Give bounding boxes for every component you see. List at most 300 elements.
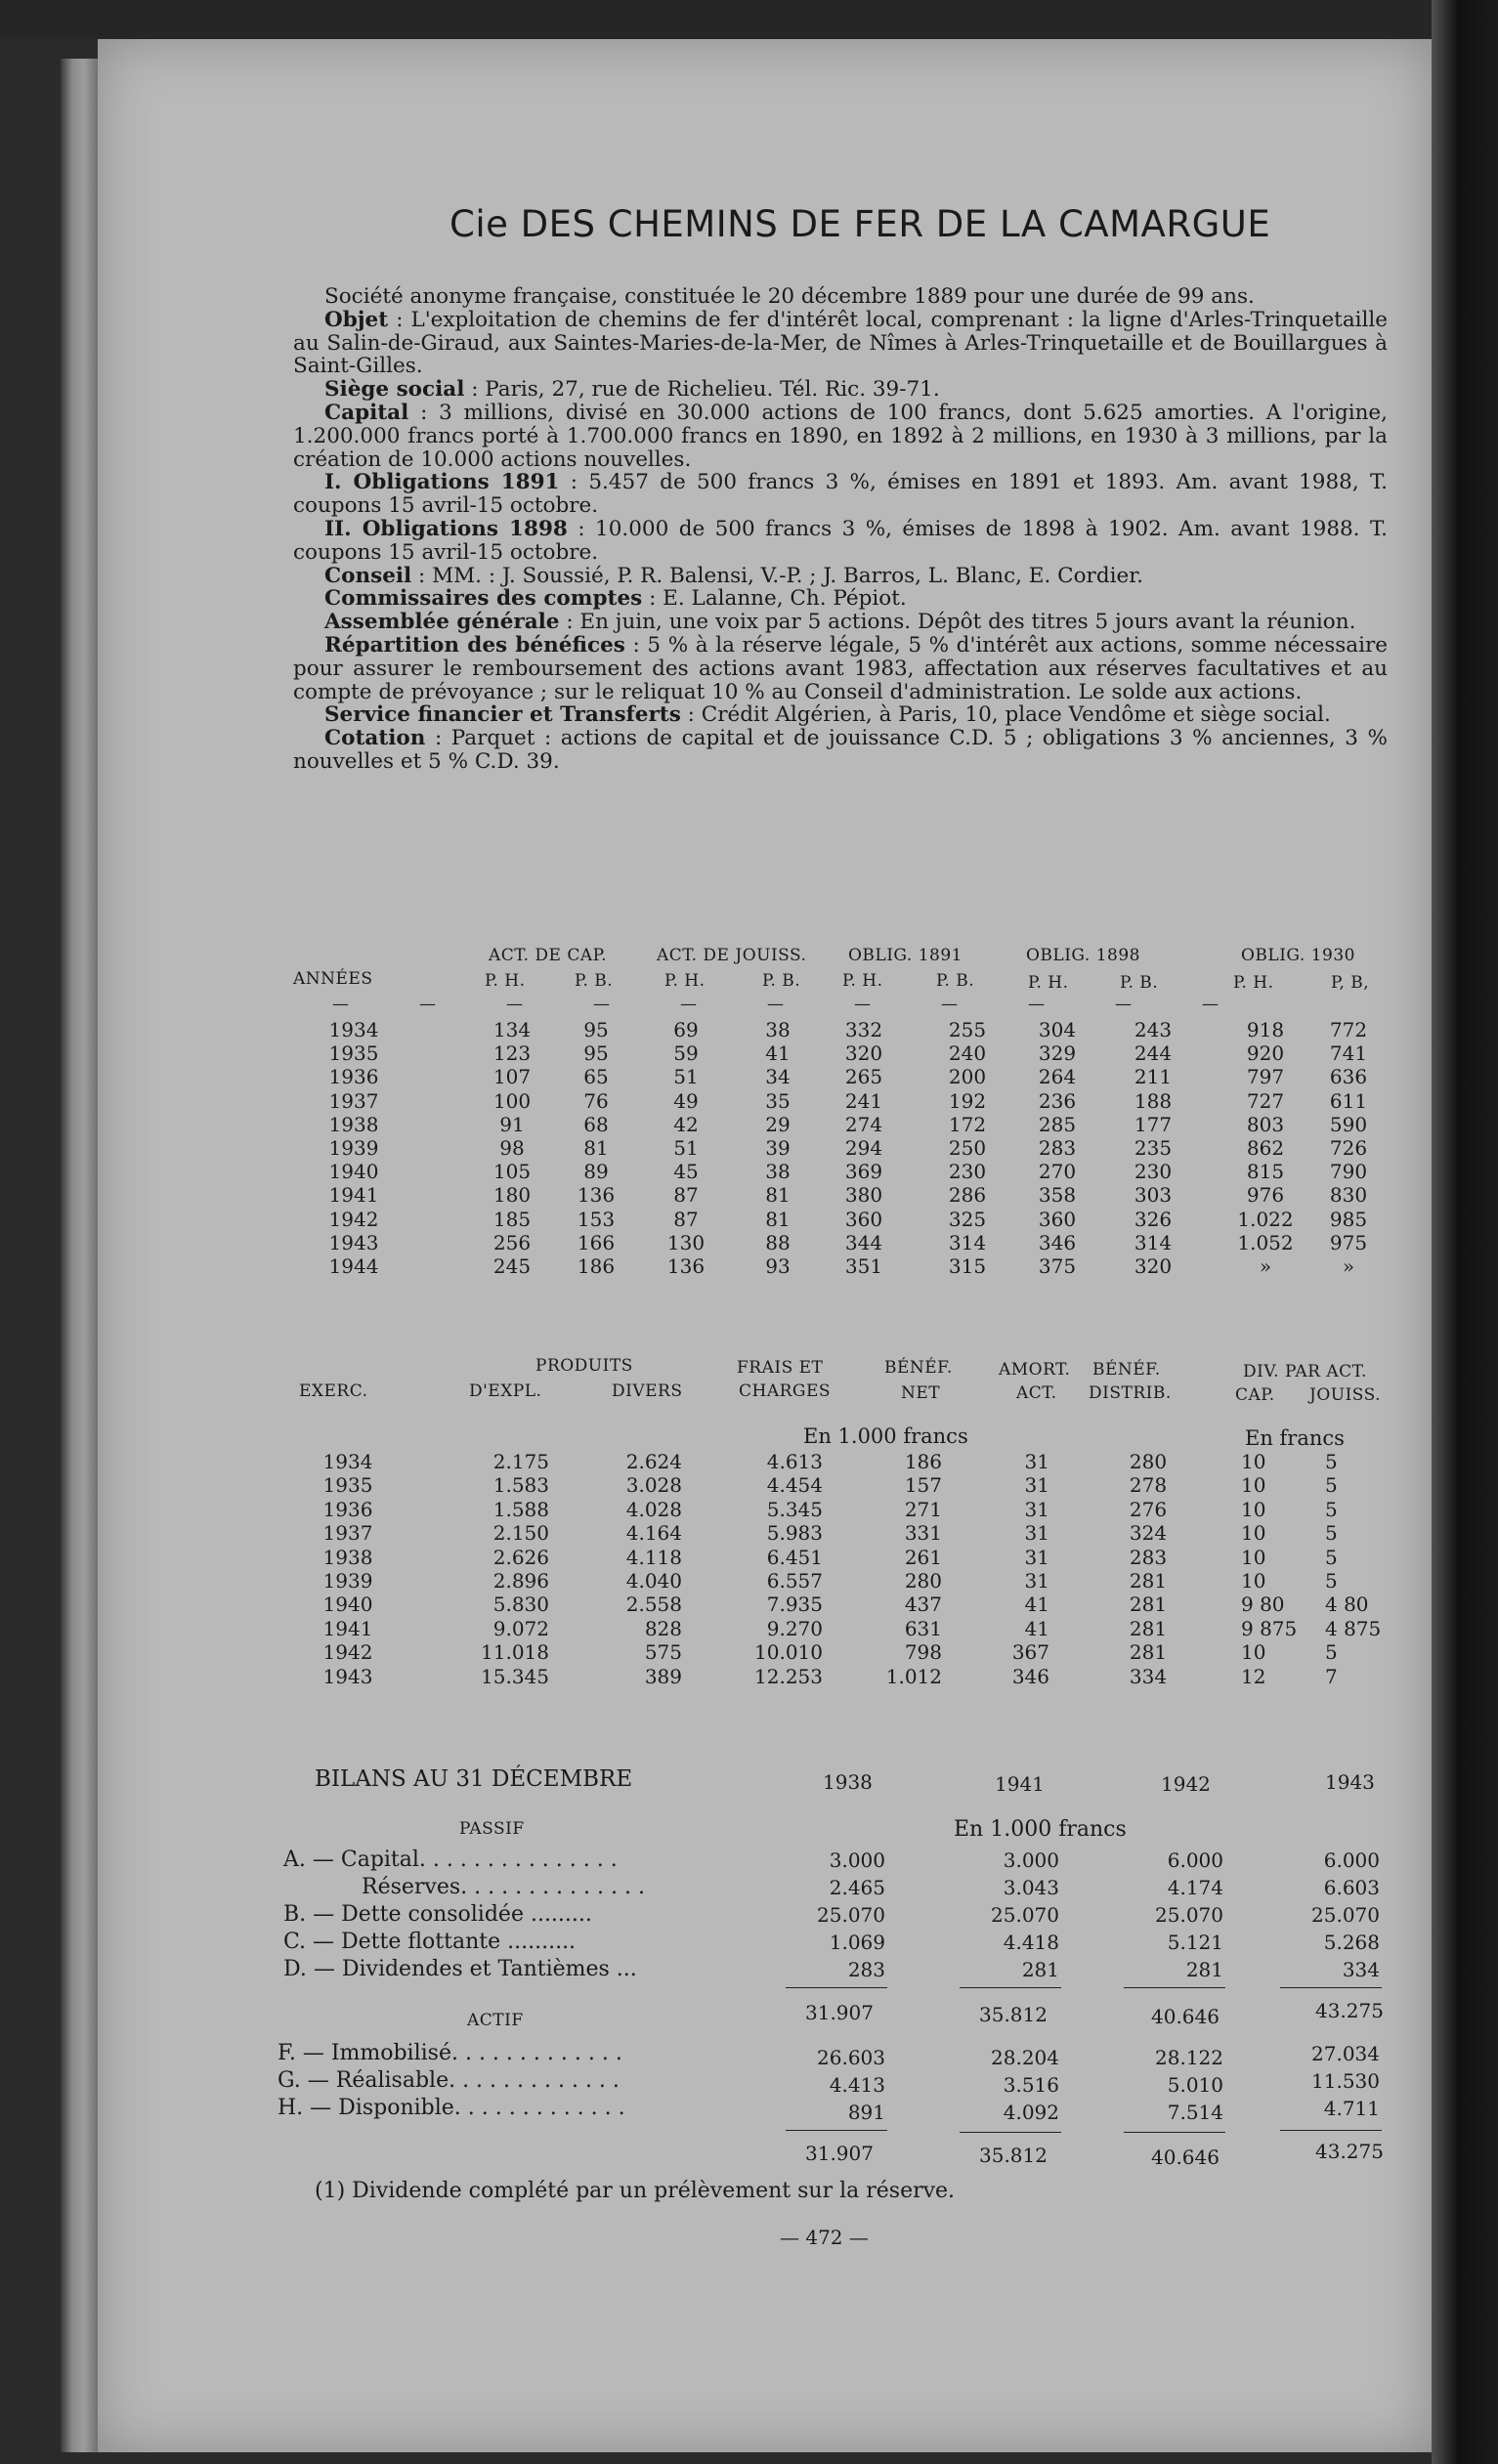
total-1943: 43.275 [1315, 1999, 1384, 2022]
cell: 281 [1129, 1568, 1168, 1593]
cell: 611 [1329, 1088, 1368, 1113]
cell: 31 [1024, 1450, 1049, 1473]
rule [1124, 1987, 1225, 1988]
cell: 264 [1038, 1065, 1077, 1089]
cell: 5.010 [1167, 2073, 1223, 2097]
cell: 276 [1129, 1497, 1168, 1521]
header-exerc: EXERC. [299, 1381, 368, 1401]
header-ph: P. H. [664, 971, 706, 991]
col-divjou [1325, 1450, 1384, 1688]
cell: 211 [1134, 1065, 1173, 1089]
assemblee-para: Assemblée générale : En juin, une voix par 5 actions. Dépôt des titres 5 jours avant la réunion. [324, 610, 1356, 635]
actif-labels [278, 2040, 727, 2122]
cell: 15.345 [481, 1664, 549, 1688]
passif-label: D. — Dividendes et Tantièmes ... [283, 1957, 637, 1981]
cell: 2.626 [492, 1545, 549, 1569]
header-oblig-1898: OBLIG. 1898 [1026, 946, 1140, 965]
cell: 10 [1241, 1473, 1266, 1498]
cell: 346 [1038, 1230, 1077, 1254]
cell: 1.583 [492, 1473, 549, 1498]
col-amort [981, 1450, 1049, 1688]
cell: 134 [492, 1018, 532, 1041]
cell: 12.253 [754, 1664, 823, 1688]
cell: 344 [844, 1230, 883, 1254]
total-actif-1941: 35.812 [979, 2144, 1048, 2167]
cell: 815 [1246, 1160, 1285, 1184]
cell: 265 [844, 1065, 883, 1089]
col-divers [592, 1450, 682, 1688]
cell: 920 [1246, 1041, 1285, 1066]
cell: 285 [1038, 1112, 1077, 1136]
actif-1941 [962, 2044, 1059, 2126]
cell: 636 [1329, 1065, 1368, 1089]
cell: 10.010 [754, 1640, 823, 1665]
cell: 95 [583, 1041, 609, 1066]
header-ph: P. H. [1028, 973, 1069, 993]
cell: 360 [844, 1207, 883, 1231]
cell: 5.830 [492, 1593, 549, 1617]
header-dashes: ——————————— [332, 995, 1289, 1014]
cell: 320 [844, 1041, 883, 1066]
year-cell: 1937 [328, 1088, 379, 1113]
cell: 27.034 [1311, 2042, 1380, 2065]
cell: 278 [1129, 1473, 1168, 1498]
cell: 2.465 [829, 1876, 885, 1899]
cell: 4.413 [829, 2073, 885, 2097]
passif-label: B. — Dette consolidée ......... [283, 1902, 592, 1927]
year-cell: 1935 [322, 1473, 373, 1498]
passif-label: A. — Capital. . . . . . . . . . . . . . . [283, 1848, 618, 1872]
actif-label: H. — Disponible. . . . . . . . . . . . . [278, 2096, 625, 2120]
year-cell: 1938 [328, 1112, 379, 1136]
col-o30-ph [1231, 1018, 1300, 1278]
cell: 107 [492, 1065, 532, 1089]
cell: 230 [1134, 1160, 1173, 1184]
capital-para: Capital : 3 millions, divisé en 30.000 actions de 100 francs, dont 5.625 amorties. A l'origine, 1.200.000 francs porté à 1.700.000 francs en 1890, en 1892 à 2 millions, en 1930 à 3 millions, par la création de 10.000 actions nouvelles. [293, 400, 1388, 472]
year-cell: 1938 [322, 1545, 373, 1569]
company-description [293, 285, 1388, 774]
year-cell: 1943 [322, 1664, 373, 1688]
cell: 830 [1329, 1183, 1368, 1208]
cell: 351 [844, 1253, 883, 1278]
col-expl [459, 1450, 549, 1688]
total-actif-1943: 43.275 [1315, 2140, 1384, 2163]
cell: 65 [583, 1065, 609, 1089]
cell: 727 [1246, 1088, 1285, 1113]
header-ph: P. H. [1233, 973, 1274, 993]
passif-label: Réserves. . . . . . . . . . . . . . [362, 1875, 645, 1899]
cell: 320 [1134, 1253, 1173, 1278]
cell: 91 [499, 1112, 525, 1136]
cell: 294 [844, 1135, 883, 1160]
cell: 6.000 [1167, 1848, 1223, 1872]
header-annees: ANNÉES [293, 969, 373, 989]
cell: 790 [1329, 1160, 1368, 1184]
cell: 235 [1134, 1135, 1173, 1160]
cell: 5.121 [1167, 1931, 1223, 1954]
cell: 4 875 [1325, 1616, 1382, 1640]
cell: » [1342, 1253, 1355, 1278]
cell: 28.122 [1155, 2046, 1223, 2069]
col-cap-ph [483, 1018, 541, 1278]
cell: 2.896 [492, 1568, 549, 1593]
cell: 334 [1129, 1664, 1168, 1688]
cell: 360 [1038, 1207, 1077, 1231]
page-number: — 472 — [780, 2226, 869, 2249]
cell: 230 [948, 1160, 987, 1184]
cell: 283 [1038, 1135, 1077, 1160]
cell: 798 [904, 1640, 942, 1665]
header-oblig-1930: OBLIG. 1930 [1241, 946, 1355, 965]
cell: 93 [765, 1253, 791, 1278]
cell: 375 [1038, 1253, 1077, 1278]
cell: 3.516 [1003, 2073, 1059, 2097]
cell: 280 [904, 1568, 942, 1593]
total-actif-1938: 31.907 [805, 2142, 874, 2165]
cell: 7 [1325, 1664, 1338, 1688]
header-divers: DIVERS [612, 1381, 683, 1401]
conseil-para: Conseil : MM. : J. Soussié, P. R. Balensi, V.-P. ; J. Barros, L. Blanc, E. Cordier. [324, 563, 1143, 588]
cell: 12 [1241, 1664, 1266, 1688]
col-distrib [1114, 1450, 1182, 1688]
cell: 153 [577, 1207, 616, 1231]
cell: 4.454 [766, 1473, 823, 1498]
cell: 5 [1325, 1473, 1338, 1498]
cell: 81 [583, 1135, 609, 1160]
cell: 11.018 [481, 1640, 549, 1665]
results-unit-1000: En 1.000 francs [803, 1424, 968, 1448]
cell: 38 [765, 1160, 791, 1184]
cell: 25.070 [1155, 1903, 1223, 1927]
year-cell: 1941 [322, 1616, 373, 1640]
cell: 332 [844, 1018, 883, 1041]
rule [1280, 1987, 1382, 1988]
header-bdist-2: DISTRIB. [1089, 1383, 1172, 1403]
cell: 250 [948, 1135, 987, 1160]
cell: 236 [1038, 1088, 1077, 1113]
col-frais [725, 1450, 823, 1688]
cell: 100 [492, 1088, 532, 1113]
cell: 5 [1325, 1640, 1338, 1665]
cell: 389 [644, 1664, 682, 1688]
cell: 69 [673, 1018, 699, 1041]
cell: 10 [1241, 1450, 1266, 1473]
cell: 95 [583, 1018, 609, 1041]
cell: 3.000 [829, 1848, 885, 1872]
cell: 975 [1329, 1230, 1368, 1254]
page-left-edge [61, 59, 100, 2452]
cell: 6.451 [766, 1545, 823, 1569]
cell: 575 [644, 1640, 682, 1665]
col-o91-pb [938, 1018, 997, 1278]
cell: 130 [666, 1230, 706, 1254]
cell: 346 [1011, 1664, 1049, 1688]
cell: 51 [673, 1135, 699, 1160]
header-ph: P. H. [842, 971, 883, 991]
cell: 334 [1342, 1958, 1380, 1981]
cell: 76 [583, 1088, 609, 1113]
year-cell: 1941 [328, 1183, 379, 1208]
col-years [315, 1018, 393, 1278]
header-amort-2: ACT. [1016, 1383, 1057, 1403]
passif-heading: PASSIF [459, 1819, 525, 1839]
cell: 256 [492, 1230, 532, 1254]
cell: 358 [1038, 1183, 1077, 1208]
cell: 590 [1329, 1112, 1368, 1136]
year-cell: 1934 [322, 1450, 373, 1473]
cell: 34 [765, 1065, 791, 1089]
cell: 274 [844, 1112, 883, 1136]
header-div: DIV. PAR ACT. [1243, 1362, 1367, 1381]
cell: 9 80 [1241, 1593, 1285, 1617]
cell: 180 [492, 1183, 532, 1208]
cell: 81 [765, 1183, 791, 1208]
cell: 4.174 [1167, 1876, 1223, 1899]
header-amort-1: AMORT. [999, 1360, 1071, 1380]
cell: 367 [1011, 1640, 1049, 1665]
passif-labels [283, 1847, 733, 1983]
cell: 5.268 [1323, 1931, 1380, 1954]
cell: 10 [1241, 1545, 1266, 1569]
cell: 192 [948, 1088, 987, 1113]
cell: 39 [765, 1135, 791, 1160]
cell: 3.043 [1003, 1876, 1059, 1899]
cell: » [1259, 1253, 1272, 1278]
cell: 380 [844, 1183, 883, 1208]
col-cap-pb [567, 1018, 625, 1278]
cell: 281 [1021, 1958, 1059, 1981]
cell: 918 [1246, 1018, 1285, 1041]
cell: 7.514 [1167, 2101, 1223, 2124]
cell: 26.603 [817, 2046, 885, 2069]
cell: 41 [1024, 1616, 1049, 1640]
passif-label: C. — Dette flottante .......... [283, 1930, 577, 1954]
header-ph: P. H. [485, 971, 526, 991]
cell: 25.070 [991, 1903, 1059, 1927]
cotation-para: Cotation : Parquet : actions de capital et de jouissance C.D. 5 ; obligations 3 % anciennes, 3 % nouvelles et 5 % C.D. 39. [293, 726, 1388, 774]
scan-top-border [0, 0, 1498, 39]
header-benef-1: BÉNÉF. [884, 1358, 953, 1378]
cell: 35 [765, 1088, 791, 1113]
cell: 136 [577, 1183, 616, 1208]
year-cell: 1937 [322, 1521, 373, 1546]
cell: 314 [948, 1230, 987, 1254]
cell: 803 [1246, 1112, 1285, 1136]
rule [786, 1987, 887, 1988]
cell: 81 [765, 1207, 791, 1231]
cell: 3.000 [1003, 1848, 1059, 1872]
cell: 304 [1038, 1018, 1077, 1041]
cell: 281 [1129, 1640, 1168, 1665]
header-frais-1: FRAIS ET [737, 1358, 824, 1378]
cell: 5.345 [766, 1497, 823, 1521]
col-exerc [309, 1450, 387, 1688]
cell: 437 [904, 1593, 942, 1617]
passif-1942 [1126, 1847, 1223, 1983]
cell: 10 [1241, 1497, 1266, 1521]
cell: 325 [948, 1207, 987, 1231]
cell: 283 [847, 1958, 885, 1981]
cell: 7.935 [766, 1593, 823, 1617]
cell: 11.530 [1311, 2069, 1380, 2093]
cell: 87 [673, 1183, 699, 1208]
header-pb: P. B. [762, 971, 801, 991]
cell: 4.418 [1003, 1931, 1059, 1954]
total-1942: 40.646 [1151, 2005, 1220, 2028]
col-o91-ph [835, 1018, 893, 1278]
cell: 369 [844, 1160, 883, 1184]
bilans-unit: En 1.000 francs [954, 1817, 1127, 1842]
cell: 281 [1129, 1593, 1168, 1617]
oblig2-para: II. Obligations 1898 : 10.000 de 500 francs 3 %, émises de 1898 à 1902. Am. avant 1988. T. coupons 15 avril-15 octobre. [293, 516, 1388, 565]
cell: 9.072 [492, 1616, 549, 1640]
cell: 797 [1246, 1065, 1285, 1089]
cell: 4 80 [1325, 1593, 1369, 1617]
bilans-year-1941: 1941 [995, 1772, 1045, 1796]
cell: 6.557 [766, 1568, 823, 1593]
cell: 985 [1329, 1207, 1368, 1231]
cell: 10 [1241, 1521, 1266, 1546]
col-o30-pb [1319, 1018, 1378, 1278]
oblig1-para: I. Obligations 1891 : 5.457 de 500 francs 3 %, émises en 1891 et 1893. Am. avant 1988, T. coupons 15 avril-15 octobre. [293, 470, 1388, 519]
rule [960, 1987, 1061, 1988]
header-benef-2: NET [901, 1383, 941, 1403]
actif-label: F. — Immobilisé. . . . . . . . . . . . . [278, 2041, 622, 2065]
cell: 9.270 [766, 1616, 823, 1640]
header-capc: CAP. [1235, 1385, 1275, 1405]
header-pb: P, B, [1331, 973, 1370, 993]
cell: 42 [673, 1112, 699, 1136]
cell: 89 [583, 1160, 609, 1184]
cell: 200 [948, 1065, 987, 1089]
header-pb: P. B. [936, 971, 975, 991]
cell: 280 [1129, 1450, 1168, 1473]
cell: 25.070 [817, 1903, 885, 1927]
total-1938: 31.907 [805, 2001, 874, 2024]
page-title: Cie DES CHEMINS DE FER DE LA CAMARGUE [449, 203, 1271, 245]
cell: 240 [948, 1041, 987, 1066]
col-jou-pb [749, 1018, 807, 1278]
cell: 29 [765, 1112, 791, 1136]
cell: 87 [673, 1207, 699, 1231]
cell: 31 [1024, 1545, 1049, 1569]
cell: 166 [577, 1230, 616, 1254]
cell: 31 [1024, 1568, 1049, 1593]
rule [786, 2130, 887, 2131]
cell: 4.164 [625, 1521, 682, 1546]
passif-1938 [788, 1847, 885, 1983]
cell: 88 [765, 1230, 791, 1254]
cell: 631 [904, 1616, 942, 1640]
header-act-cap: ACT. DE CAP. [489, 946, 608, 965]
commissaires-para: Commissaires des comptes : E. Lalanne, Ch. Pépiot. [324, 586, 907, 612]
cell: 4.118 [625, 1545, 682, 1569]
cell: 98 [499, 1135, 525, 1160]
cell: 59 [673, 1041, 699, 1066]
cell: 243 [1134, 1018, 1173, 1041]
intro-line: Société anonyme française, constituée le 20 décembre 1889 pour une durée de 99 ans. [324, 284, 1255, 309]
cell: 2.624 [625, 1450, 682, 1473]
cell: 329 [1038, 1041, 1077, 1066]
year-cell: 1944 [328, 1253, 379, 1278]
header-pb: P. B. [575, 971, 614, 991]
col-jou-ph [657, 1018, 715, 1278]
header-frais-2: CHARGES [739, 1381, 832, 1401]
cell: 270 [1038, 1160, 1077, 1184]
cell: 9 875 [1241, 1616, 1298, 1640]
siege-para: Siège social : Paris, 27, rue de Richelieu. Tél. Ric. 39-71. [324, 377, 940, 403]
cell: 283 [1129, 1545, 1168, 1569]
cell: 1.588 [492, 1497, 549, 1521]
rule [1124, 2132, 1225, 2133]
cell: 10 [1241, 1568, 1266, 1593]
cell: 157 [904, 1473, 942, 1498]
header-jouiss: JOUISS. [1309, 1385, 1382, 1405]
cell: 123 [492, 1041, 532, 1066]
header-bdist-1: BÉNÉF. [1092, 1360, 1161, 1380]
cell: 31 [1024, 1497, 1049, 1521]
cell: 862 [1246, 1135, 1285, 1160]
cell: 1.052 [1237, 1230, 1294, 1254]
total-actif-1942: 40.646 [1151, 2145, 1220, 2169]
cell: 891 [847, 2101, 885, 2124]
cell: 177 [1134, 1112, 1173, 1136]
col-divcap [1241, 1450, 1309, 1688]
year-cell: 1936 [322, 1497, 373, 1521]
year-cell: 1943 [328, 1230, 379, 1254]
year-cell: 1940 [322, 1593, 373, 1617]
cell: 976 [1246, 1183, 1285, 1208]
cell: 314 [1134, 1230, 1173, 1254]
cell: 324 [1129, 1521, 1168, 1546]
cell: 4.040 [625, 1568, 682, 1593]
year-cell: 1942 [322, 1640, 373, 1665]
page-right-edge [1432, 0, 1498, 2464]
repartition-para: Répartition des bénéfices : 5 % à la réserve légale, 5 % d'intérêt aux actions, somme nécessaire pour assurer le remboursement des actions avant 1983, affectation aux réserves facultatives et au compte de prévoyance ; sur le reliquat 10 % au Conseil d'administration. Le solde aux actions. [293, 632, 1388, 704]
col-o98-ph [1028, 1018, 1087, 1278]
cell: 45 [673, 1160, 699, 1184]
cell: 271 [904, 1497, 942, 1521]
cell: 6.000 [1323, 1848, 1380, 1872]
objet-para: Objet : L'exploitation de chemins de fer d'intérêt local, comprenant : la ligne d'Arles-Trinquetaille au Salin-de-Giraud, aux Saintes-Maries-de-la-Mer, de Nîmes à Arles-Trinquetaille et de Bouillargues à Saint-Gilles. [293, 307, 1388, 379]
actif-1943 [1282, 2040, 1380, 2122]
cell: 3.028 [625, 1473, 682, 1498]
cell: 172 [948, 1112, 987, 1136]
cell: 245 [492, 1253, 532, 1278]
cell: 5 [1325, 1545, 1338, 1569]
cell: 5 [1325, 1521, 1338, 1546]
footnote: (1) Dividende complété par un prélèvement sur la réserve. [315, 2179, 956, 2203]
header-produits: PRODUITS [535, 1356, 633, 1376]
year-cell: 1942 [328, 1207, 379, 1231]
cell: 2.150 [492, 1521, 549, 1546]
cell: 41 [1024, 1593, 1049, 1617]
year-cell: 1935 [328, 1041, 379, 1066]
bilans-title: BILANS AU 31 DÉCEMBRE [315, 1766, 633, 1792]
cell: 5 [1325, 1568, 1338, 1593]
cell: 5 [1325, 1450, 1338, 1473]
cell: 286 [948, 1183, 987, 1208]
cell: 4.613 [766, 1450, 823, 1473]
cell: 185 [492, 1207, 532, 1231]
cell: 4.711 [1323, 2097, 1380, 2120]
cell: 105 [492, 1160, 532, 1184]
bilans-year-1942: 1942 [1161, 1772, 1211, 1796]
cell: 6.603 [1323, 1876, 1380, 1899]
cell: 315 [948, 1253, 987, 1278]
actif-heading: ACTIF [467, 2011, 524, 2030]
cell: 49 [673, 1088, 699, 1113]
